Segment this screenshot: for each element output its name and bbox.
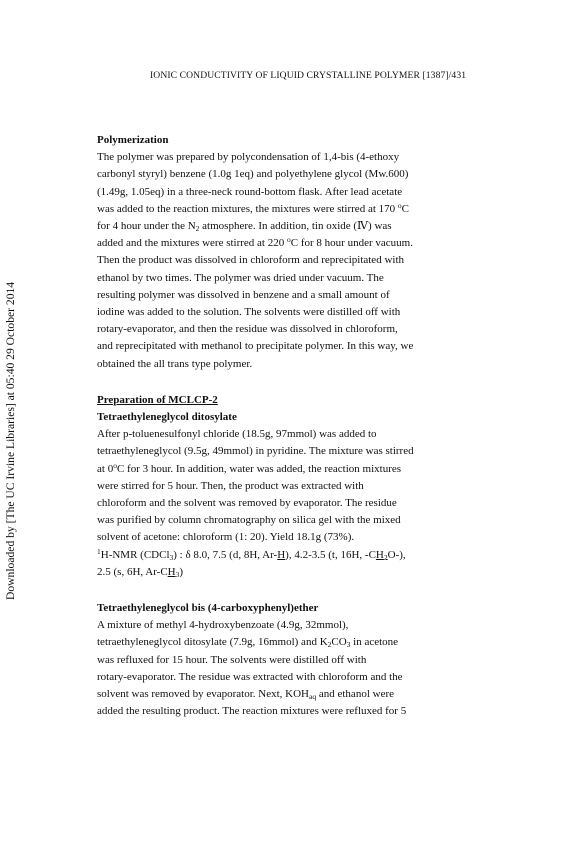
running-head: IONIC CONDUCTIVITY OF LIQUID CRYSTALLINE POLYMER [1387]/431 (150, 70, 467, 81)
text-line: After p-toluenesulfonyl chloride (18.5g, 97mmol) was added to (97, 428, 377, 441)
text-line: obtained the all trans type polymer. (97, 357, 253, 370)
text-line: A mixture of methyl 4-hydroxybenzoate (4.9g, 32mmol), (97, 619, 349, 632)
section-heading: Polymerization (97, 134, 169, 146)
text-line: at 0$^o$C for 3 hour. In addition, water was added, the reaction mixtures (97, 460, 402, 475)
section-heading: Tetraethyleneglycol bis (4-carboxyphenyl)ether (97, 602, 319, 615)
download-watermark: Downloaded by [The UC Irvine Libraries] at 05:40 29 October 2014 (4, 281, 17, 600)
paragraph (97, 617, 462, 720)
paragraph (97, 426, 462, 581)
text-line: solvent of acetone: chloroform (1: 20). Yield 18.1g (73%). (97, 531, 355, 544)
text-line: and reprecipitated with methanol to precipitate polymer. In this way, we (97, 340, 414, 353)
subsection-heading: Tetraethyleneglycol ditosylate (97, 411, 237, 424)
text-line: ethanol by two times. The polymer was dried under vacuum. The (97, 271, 384, 284)
text-line: The polymer was prepared by polycondensation of 1,4-bis (4-ethoxy (97, 151, 400, 164)
text-line: rotary-evaporator. The residue was extracted with chloroform and the (97, 670, 403, 683)
text-line: was refluxed for 15 hour. The solvents were distilled off with (97, 653, 367, 666)
text-line: rotary-evaporator, and then the residue was dissolved in chloroform, (97, 323, 398, 336)
text-line: resulting polymer was dissolved in benzene and a small amount of (97, 288, 390, 301)
section-preparation (97, 392, 462, 581)
section-carboxyphenyl (97, 600, 462, 720)
text-line: iodine was added to the solution. The solvents were distilled off with (97, 306, 401, 319)
text-line: solvent was removed by evaporator. Next, $KOH_{aq}$ and ethanol were (97, 688, 394, 702)
nmr-line: $^1$H-NMR (CDCl$_3$) : δ 8.0, 7.5 (d, 8H, Ar-H), 4.2-3.5 (t, 16H, $-CH_2O-$), (97, 546, 406, 562)
text-line: were stirred for 5 hour. Then, the product was extracted with (97, 479, 364, 492)
text-line: was purified by column chromatography on silica gel with the mixed (97, 514, 401, 527)
paragraph (97, 149, 462, 373)
text-line: for 4 hour under the $N_2$ atmosphere. In addition, tin oxide (Ⅳ) was (97, 220, 392, 234)
text-line: added the resulting product. The reaction mixtures were refluxed for 5 (97, 705, 407, 718)
text-line: (1.49g, 1.05eq) in a three-neck round-bottom flask. After lead acetate (97, 185, 403, 198)
text-line: carbonyl styryl) benzene (1.0g 1eq) and polyethylene glycol (Mw.600) (97, 168, 409, 181)
text-line: chloroform and the solvent was removed by evaporator. The residue (97, 497, 397, 510)
text-line: tetraethyleneglycol (9.5g, 49mmol) in pyridine. The mixture was stirred (97, 445, 414, 458)
text-line: Then the product was dissolved in chloroform and reprecipitated with (97, 254, 404, 267)
text-line: added and the mixtures were stirred at 220 $^o$C for 8 hour under vacuum. (97, 235, 413, 250)
nmr-line: 2.5 (s, 6H, $Ar-CH_3$) (97, 565, 184, 579)
section-polymerization (97, 132, 462, 373)
section-heading: Preparation of MCLCP-2 (97, 393, 218, 406)
body-text (97, 132, 462, 740)
text-line: tetraethyleneglycol ditosylate (7.9g, 16mmol) and $K_2CO_3$ in acetone (97, 636, 399, 650)
text-line: was added to the reaction mixtures, the mixtures were stirred at 170 $^o$C (97, 200, 409, 215)
